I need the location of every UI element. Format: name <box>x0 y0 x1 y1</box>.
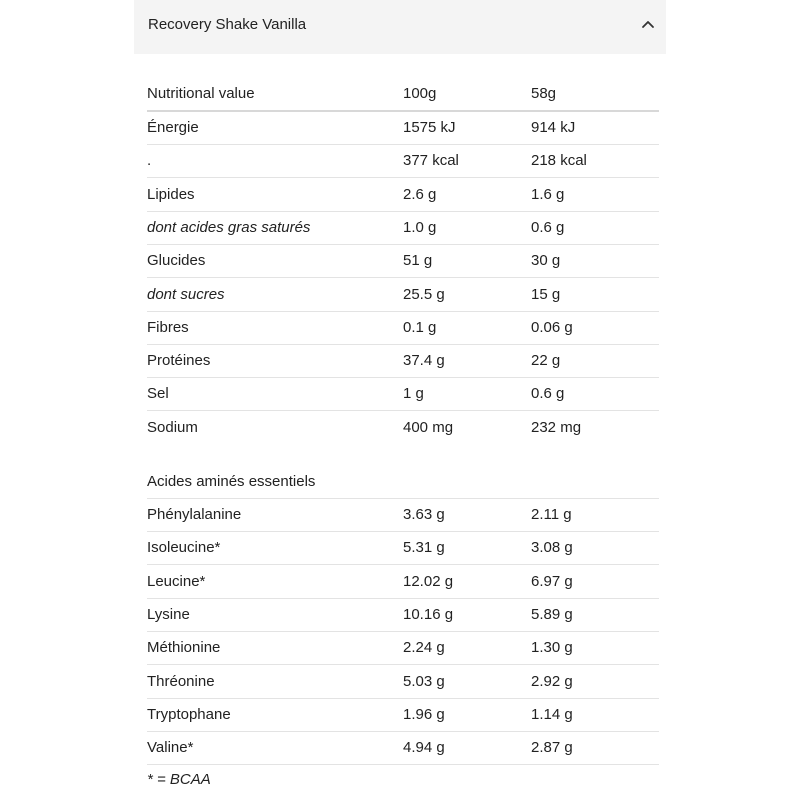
row-divider <box>147 377 659 378</box>
nutrient-name: Leucine* <box>147 572 206 590</box>
value-per-100g: 377 kcal <box>403 152 459 170</box>
nutrient-name: Fibres <box>147 318 189 336</box>
value-per-100g: 1.96 g <box>403 705 445 723</box>
nutrient-name: Méthionine <box>147 639 221 657</box>
value-per-58g: 914 kJ <box>531 119 576 136</box>
row-divider <box>147 211 659 212</box>
row-divider <box>147 110 659 112</box>
chevron-up-icon[interactable] <box>638 14 658 34</box>
row-divider <box>147 144 659 145</box>
accordion-header[interactable] <box>134 0 666 54</box>
nutrition-panel <box>134 0 666 800</box>
nutrient-name: Sodium <box>147 418 198 436</box>
row-divider <box>147 277 659 278</box>
value-per-58g: 2.87 g <box>531 739 573 757</box>
value-per-58g: 15 g <box>531 285 561 303</box>
value-per-100g: 3.63 g <box>403 506 445 523</box>
value-per-100g: 1.0 g <box>403 218 437 236</box>
nutrient-name: dont acides gras saturés <box>147 218 311 236</box>
row-divider <box>147 764 659 765</box>
row-divider <box>147 664 659 665</box>
value-per-58g: 5.89 g <box>531 605 573 623</box>
section-title-text: Acides aminés essentiels <box>147 473 316 490</box>
row-divider <box>147 564 659 565</box>
value-per-100g: 37.4 g <box>403 352 445 370</box>
row-divider <box>147 498 659 499</box>
per-58g-header: 58g <box>531 85 557 102</box>
nutrient-name: Sel <box>147 385 169 403</box>
row-divider <box>147 311 659 312</box>
nutrient-name: . <box>147 152 152 170</box>
nutrient-name: Phénylalanine <box>147 506 242 523</box>
value-per-100g: 0.1 g <box>403 318 437 336</box>
nutrient-name: Isoleucine* <box>147 539 221 557</box>
nutrient-name: Valine* <box>147 739 194 757</box>
value-per-58g: 0.06 g <box>531 318 573 336</box>
nutrient-name: Thréonine <box>147 672 215 690</box>
row-divider <box>147 731 659 732</box>
row-divider <box>147 531 659 532</box>
value-per-58g: 2.11 g <box>531 506 572 523</box>
value-per-100g: 2.24 g <box>403 639 445 657</box>
nutrient-name: Tryptophane <box>147 705 231 723</box>
per-100g-header: 100g <box>403 85 437 102</box>
row-divider <box>147 410 659 411</box>
footnote: * = BCAA <box>147 771 211 788</box>
value-per-58g: 232 mg <box>531 418 582 436</box>
nutrient-name: dont sucres <box>147 285 225 303</box>
nutritional-value-header: Nutritional value <box>147 85 255 102</box>
value-per-100g: 10.16 g <box>403 605 454 623</box>
value-per-58g: 0.6 g <box>531 385 565 403</box>
value-per-100g: 1 g <box>403 385 424 403</box>
row-divider <box>147 244 659 245</box>
value-per-58g: 1.6 g <box>531 185 565 203</box>
row-divider <box>147 631 659 632</box>
value-per-100g: 4.94 g <box>403 739 445 757</box>
value-per-100g: 51 g <box>403 252 433 270</box>
value-per-58g: 3.08 g <box>531 539 573 557</box>
value-per-58g: 22 g <box>531 352 561 370</box>
nutrient-name: Protéines <box>147 352 211 370</box>
value-per-58g: 218 kcal <box>531 152 587 170</box>
value-per-100g: 25.5 g <box>403 285 445 303</box>
row-divider <box>147 177 659 178</box>
nutrient-name: Lysine <box>147 605 190 623</box>
value-per-100g: 2.6 g <box>403 185 437 203</box>
value-per-58g: 2.92 g <box>531 672 573 690</box>
nutrient-name: Énergie <box>147 119 199 136</box>
value-per-100g: 12.02 g <box>403 572 454 590</box>
value-per-58g: 6.97 g <box>531 572 573 590</box>
value-per-58g: 0.6 g <box>531 218 565 236</box>
value-per-100g: 5.03 g <box>403 672 445 690</box>
value-per-58g: 1.14 g <box>531 705 573 723</box>
row-divider <box>147 598 659 599</box>
value-per-58g: 30 g <box>531 252 561 270</box>
value-per-100g: 5.31 g <box>403 539 445 557</box>
accordion-title: Recovery Shake Vanilla <box>148 16 307 33</box>
nutrient-name: Glucides <box>147 252 206 270</box>
row-divider <box>147 698 659 699</box>
value-per-58g: 1.30 g <box>531 639 573 657</box>
row-divider <box>147 344 659 345</box>
nutrient-name: Lipides <box>147 185 195 203</box>
value-per-100g: 400 mg <box>403 418 454 436</box>
value-per-100g: 1575 kJ <box>403 119 456 136</box>
